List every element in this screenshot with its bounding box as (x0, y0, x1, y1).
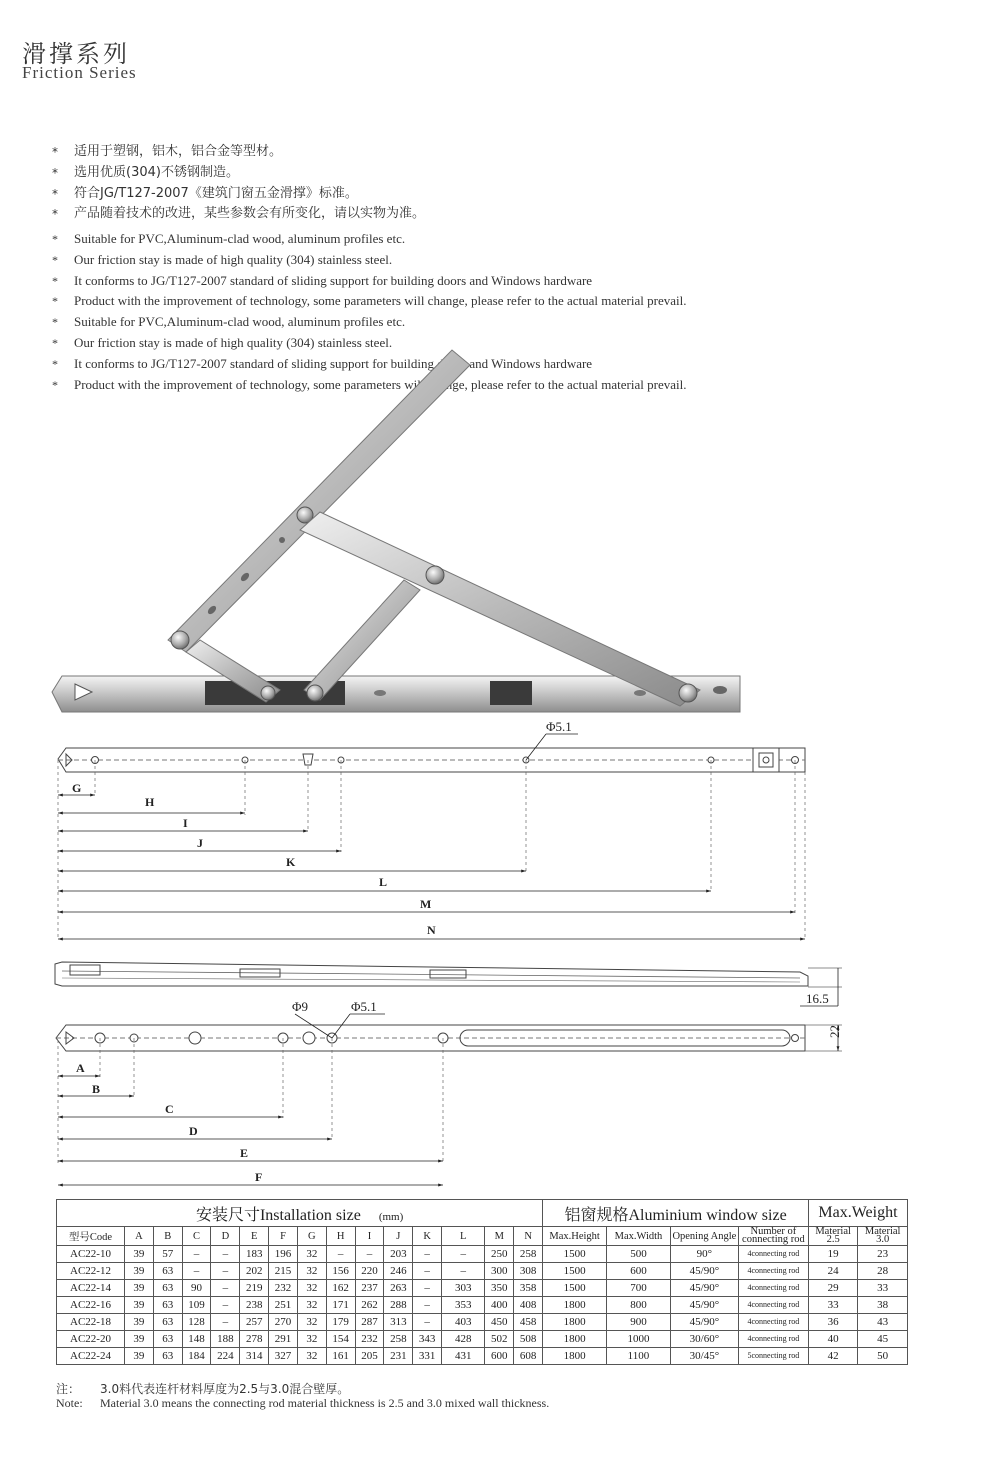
table-cell: 32 (297, 1331, 326, 1348)
column-header: G (297, 1227, 326, 1246)
table-cell: 39 (124, 1331, 153, 1348)
table-cell: 29 (808, 1280, 857, 1297)
table-cell: 458 (514, 1314, 543, 1331)
table-cell: 203 (384, 1246, 413, 1263)
friction-stay-photo (52, 350, 740, 712)
table-cell: 700 (607, 1280, 671, 1297)
table-cell: 258 (384, 1331, 413, 1348)
table-cell: 4connecting rod (738, 1297, 808, 1314)
table-cell: AC22-12 (57, 1263, 125, 1280)
table-cell: 303 (442, 1280, 485, 1297)
table-cell: – (413, 1280, 442, 1297)
table-cell: – (182, 1263, 211, 1280)
table-cell: 278 (240, 1331, 269, 1348)
dim-label-f: F (255, 1170, 263, 1184)
table-cell: 30/60° (670, 1331, 738, 1348)
table-cell: 4connecting rod (738, 1263, 808, 1280)
table-cell: – (211, 1246, 240, 1263)
table-cell: 184 (182, 1348, 211, 1365)
table-cell: – (211, 1297, 240, 1314)
dim-label-b: B (92, 1082, 101, 1096)
table-cell: 232 (355, 1331, 384, 1348)
table-cell: 215 (269, 1263, 298, 1280)
callout-phi51-top: Φ5.1 (546, 719, 572, 734)
table-cell: 33 (858, 1280, 908, 1297)
bullet-icon: * (52, 335, 58, 350)
column-header: I (355, 1227, 384, 1246)
table-cell: 502 (485, 1331, 514, 1348)
table-row (57, 1314, 908, 1331)
group-header-install (57, 1200, 543, 1227)
column-header: M (485, 1227, 514, 1246)
table-cell: 508 (514, 1331, 543, 1348)
table-cell: 600 (607, 1263, 671, 1280)
table-cell: – (442, 1263, 485, 1280)
table-cell: 33 (808, 1297, 857, 1314)
table-cell: 39 (124, 1246, 153, 1263)
table-cell: 45/90° (670, 1297, 738, 1314)
dim-label-l: L (379, 875, 388, 889)
table-cell: 32 (297, 1263, 326, 1280)
table-cell: 1800 (543, 1331, 607, 1348)
table-cell: 32 (297, 1348, 326, 1365)
dim-label-k: K (286, 855, 296, 869)
table-cell: 205 (355, 1348, 384, 1365)
table-cell: 63 (153, 1331, 182, 1348)
table-cell: 50 (858, 1348, 908, 1365)
table-row (57, 1246, 908, 1263)
table-body (57, 1246, 908, 1365)
table-cell: 237 (355, 1280, 384, 1297)
table-cell: 428 (442, 1331, 485, 1348)
table-cell: 63 (153, 1297, 182, 1314)
dim-label-d: D (189, 1124, 198, 1138)
table-cell: 431 (442, 1348, 485, 1365)
note-text: Our friction stay is made of high quality (304) stainless steel. (74, 251, 393, 267)
table-cell: – (326, 1246, 355, 1263)
column-header: J (384, 1227, 413, 1246)
table-cell: 43 (858, 1314, 908, 1331)
column-header: Max.Width (607, 1227, 671, 1246)
table-group-header-row (57, 1200, 908, 1227)
table-cell: 32 (297, 1246, 326, 1263)
table-cell: 45 (858, 1331, 908, 1348)
table-cell: – (211, 1280, 240, 1297)
table-row (57, 1348, 908, 1365)
table-cell: 270 (269, 1314, 298, 1331)
table-cell: 154 (326, 1331, 355, 1348)
table-cell: 28 (858, 1263, 908, 1280)
note-text: 适用于塑钢，铝木，铝合金等型材。 (74, 144, 283, 159)
table-cell: 63 (153, 1280, 182, 1297)
table-cell: 500 (607, 1246, 671, 1263)
side-view-drawing (55, 962, 842, 1006)
column-header: Max.Height (543, 1227, 607, 1246)
table-cell: – (413, 1263, 442, 1280)
bullet-icon: * (52, 294, 58, 309)
note-text: 产品随着技术的改进，某些参数会有所变化，请以实物为准。 (74, 206, 426, 222)
table-cell: 308 (514, 1263, 543, 1280)
table-cell: AC22-16 (57, 1297, 125, 1314)
table-cell: 358 (514, 1280, 543, 1297)
table-cell: 109 (182, 1297, 211, 1314)
table-cell: 171 (326, 1297, 355, 1314)
bullet-icon: * (52, 273, 58, 288)
group-header-weight: Max.Weight (808, 1200, 907, 1227)
column-header: E (240, 1227, 269, 1246)
note-text: Our friction stay is made of high quality (304) stainless steel. (74, 334, 393, 350)
table-cell: 246 (384, 1263, 413, 1280)
dim-label-a: A (76, 1061, 85, 1075)
bullet-icon: * (52, 165, 58, 180)
table-cell: 39 (124, 1280, 153, 1297)
table-cell: 450 (485, 1314, 514, 1331)
footnote-cn-label: 注： (56, 1382, 81, 1396)
table-cell: 1800 (543, 1314, 607, 1331)
table-cell: 32 (297, 1297, 326, 1314)
table-cell: – (211, 1314, 240, 1331)
bullet-icon: * (52, 232, 58, 246)
table-cell: 231 (384, 1348, 413, 1365)
table-cell: – (355, 1246, 384, 1263)
table-cell: – (413, 1297, 442, 1314)
column-header: 型号Code (57, 1227, 125, 1246)
table-cell: 45/90° (670, 1314, 738, 1331)
table-cell: 220 (355, 1263, 384, 1280)
bullet-icon: * (52, 377, 58, 392)
table-cell: 314 (240, 1348, 269, 1365)
dim-label-j: J (197, 836, 203, 850)
note-text: Suitable for PVC,Aluminum-clad wood, aluminum profiles etc. (74, 231, 406, 246)
table-cell: 343 (413, 1331, 442, 1348)
note-text: Suitable for PVC,Aluminum-clad wood, aluminum profiles etc. (74, 314, 406, 330)
table-cell: 258 (514, 1246, 543, 1263)
bullet-icon: * (52, 207, 58, 222)
dim-label-m: M (420, 897, 432, 911)
table-cell: – (413, 1314, 442, 1331)
note-text: Product with the improvement of technology, some parameters will change, please refer to the actual material prevail. (74, 376, 687, 392)
table-cell: 251 (269, 1297, 298, 1314)
table-cell: 39 (124, 1348, 153, 1365)
table-cell: AC22-10 (57, 1246, 125, 1263)
table-cell: 408 (514, 1297, 543, 1314)
column-header: Number of connecting rod (738, 1227, 808, 1246)
dim-arm-width: 22 (827, 1025, 842, 1038)
table-cell: 32 (297, 1280, 326, 1297)
group-header-window: 铝窗规格Aluminium window size (543, 1200, 809, 1227)
table-cell: 403 (442, 1314, 485, 1331)
table-cell: 1000 (607, 1331, 671, 1348)
table-cell: 40 (808, 1331, 857, 1348)
table-cell: 42 (808, 1348, 857, 1365)
table-cell: 400 (485, 1297, 514, 1314)
note-text: Product with the improvement of technology, some parameters will change, please refer to the actual material prevail. (74, 293, 687, 309)
dim-label-i: I (183, 816, 188, 830)
table-cell: 148 (182, 1331, 211, 1348)
table-cell: 4connecting rod (738, 1246, 808, 1263)
table-cell: 300 (485, 1263, 514, 1280)
table-cell: 90° (670, 1246, 738, 1263)
note-text: It conforms to JG/T127-2007 standard of sliding support for building doors and Windows hardware (74, 272, 593, 288)
table-cell: 45/90° (670, 1263, 738, 1280)
table-cell: 161 (326, 1348, 355, 1365)
table-cell: 224 (211, 1348, 240, 1365)
bullet-icon: * (52, 186, 58, 201)
column-header: C (182, 1227, 211, 1246)
spec-table (56, 1199, 908, 1365)
table-cell: 23 (858, 1246, 908, 1263)
dim-side-height: 16.5 (806, 991, 829, 1006)
bullet-icon: * (52, 145, 58, 159)
table-cell: 24 (808, 1263, 857, 1280)
table-cell: 1800 (543, 1297, 607, 1314)
table-cell: 350 (485, 1280, 514, 1297)
table-cell: 39 (124, 1314, 153, 1331)
table-cell: 32 (297, 1314, 326, 1331)
table-row (57, 1263, 908, 1280)
callout-phi9: Φ9 (292, 999, 309, 1014)
table-cell: 57 (153, 1246, 182, 1263)
table-cell: 287 (355, 1314, 384, 1331)
table-cell: 1500 (543, 1263, 607, 1280)
dim-label-e: E (240, 1146, 249, 1160)
table-cell: 90 (182, 1280, 211, 1297)
callout-phi51-bottom: Φ5.1 (351, 999, 377, 1014)
bullet-icon: * (52, 252, 58, 267)
table-cell: 30/45° (670, 1348, 738, 1365)
install-header-text: 安装尺寸Installation size (195, 1206, 361, 1224)
table-cell: 4connecting rod (738, 1331, 808, 1348)
table-cell: 4connecting rod (738, 1280, 808, 1297)
table-row (57, 1331, 908, 1348)
dim-label-h: H (145, 795, 155, 809)
table-cell: 39 (124, 1263, 153, 1280)
table-cell: 128 (182, 1314, 211, 1331)
column-header: K (413, 1227, 442, 1246)
table-cell: 288 (384, 1297, 413, 1314)
top-view-drawing (58, 719, 805, 940)
table-row (57, 1280, 908, 1297)
column-header: H (326, 1227, 355, 1246)
table-cell: – (442, 1246, 485, 1263)
table-cell: 38 (858, 1297, 908, 1314)
table-cell: 1800 (543, 1348, 607, 1365)
table-cell: 1500 (543, 1280, 607, 1297)
table-cell: 327 (269, 1348, 298, 1365)
table-cell: 263 (384, 1280, 413, 1297)
table-cell: 179 (326, 1314, 355, 1331)
table-cell: 600 (485, 1348, 514, 1365)
table-cell: 19 (808, 1246, 857, 1263)
page-title-cn: 滑撑系列 (22, 40, 130, 68)
column-header: Material 3.0 (858, 1227, 908, 1246)
column-header: Opening Angle (670, 1227, 738, 1246)
table-cell: AC22-20 (57, 1331, 125, 1348)
dim-label-c: C (165, 1102, 174, 1116)
table-cell: 232 (269, 1280, 298, 1297)
column-header: N (514, 1227, 543, 1246)
table-cell: 262 (355, 1297, 384, 1314)
column-header: F (269, 1227, 298, 1246)
table-cell: 353 (442, 1297, 485, 1314)
table-cell: AC22-24 (57, 1348, 125, 1365)
table-cell: 183 (240, 1246, 269, 1263)
table-cell: AC22-18 (57, 1314, 125, 1331)
table-cell: – (211, 1263, 240, 1280)
note-text: 选用优质(304)不锈钢制造。 (74, 164, 239, 180)
table-cell: 188 (211, 1331, 240, 1348)
table-cell: 219 (240, 1280, 269, 1297)
note-text: It conforms to JG/T127-2007 standard of sliding support for building doors and Windows hardware (74, 355, 593, 371)
table-cell: 800 (607, 1297, 671, 1314)
dim-label-n: N (427, 923, 436, 937)
table-cell: 45/90° (670, 1280, 738, 1297)
bullet-icon: * (52, 315, 58, 330)
table-cell: 156 (326, 1263, 355, 1280)
arm-view-drawing (56, 999, 842, 1185)
table-cell: 900 (607, 1314, 671, 1331)
table-column-header-row (57, 1227, 908, 1246)
table-cell: – (182, 1246, 211, 1263)
table-cell: 202 (240, 1263, 269, 1280)
column-header: B (153, 1227, 182, 1246)
dim-label-g: G (72, 781, 82, 795)
table-cell: 608 (514, 1348, 543, 1365)
footnote-en-text: Material 3.0 means the connecting rod material thickness is 2.5 and 3.0 mixed wall thickness. (100, 1396, 550, 1410)
footnote-en (56, 1396, 549, 1411)
table-cell: 250 (485, 1246, 514, 1263)
table-cell: 63 (153, 1263, 182, 1280)
note-text: 符合JG/T127-2007《建筑门窗五金滑撑》标准。 (74, 185, 358, 201)
install-unit-text: (mm) (378, 1210, 404, 1223)
table-cell: 39 (124, 1297, 153, 1314)
table-row (57, 1297, 908, 1314)
page-title-en: Friction Series (22, 63, 137, 82)
table-cell: AC22-14 (57, 1280, 125, 1297)
column-header: A (124, 1227, 153, 1246)
table-cell: 63 (153, 1314, 182, 1331)
table-cell: 257 (240, 1314, 269, 1331)
table-cell: 196 (269, 1246, 298, 1263)
column-header: D (211, 1227, 240, 1246)
column-header: Material 2.5 (808, 1227, 857, 1246)
column-header: L (442, 1227, 485, 1246)
table-cell: – (413, 1246, 442, 1263)
footnote-en-label: Note: (56, 1396, 83, 1410)
footnote-cn-text: 3.0料代表连杆材料厚度为2.5与3.0混合壁厚。 (100, 1382, 350, 1396)
table-cell: 238 (240, 1297, 269, 1314)
table-cell: 5connecting rod (738, 1348, 808, 1365)
table-cell: 331 (413, 1348, 442, 1365)
table-cell: 1500 (543, 1246, 607, 1263)
table-cell: 313 (384, 1314, 413, 1331)
table-cell: 36 (808, 1314, 857, 1331)
footnote-cn (56, 1380, 349, 1397)
table-cell: 1100 (607, 1348, 671, 1365)
table-cell: 291 (269, 1331, 298, 1348)
table-cell: 63 (153, 1348, 182, 1365)
table-cell: 162 (326, 1280, 355, 1297)
bullet-icon: * (52, 356, 58, 371)
table-cell: 4connecting rod (738, 1314, 808, 1331)
